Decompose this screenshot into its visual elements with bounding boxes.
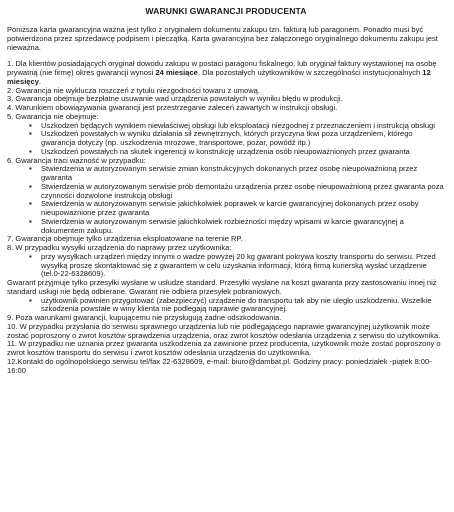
clause-11: 11. W przypadku nie uznania przez gwaranta uszkodzenia za zawinione przez producenta, użytkownik może zostać poproszony o zwrot kosztów transportu do serwisu i zwrot kosztów odesłania urządzenia do użytkownika. <box>7 339 441 357</box>
clause-3: 3. Gwarancja obejmuje bezpłatne usuwanie wad urządzenia powstałych w wyniku błędu w produkcji. <box>7 94 343 104</box>
warranty-period-private: 24 miesiące <box>155 68 198 77</box>
clause-8-standard-shipping: Gwarant przyjmuje tylko przesyłki wysłane w usłudze standard. Przesyłki wysłane na koszt gwaranta przy zastosowaniu innej niż standard usługi nie będą odbierane. Gwarant nie odbiera przesyłek pobraniowych. <box>7 278 437 296</box>
clause-8-heading: 8. W przypadku wysyłki urządzenia do naprawy przez użytkownika: <box>7 243 232 252</box>
list-item: ▪ Stwierdzenia w autoryzowanym serwisie prób demontażu urządzenia przez osobę nieupoważnioną przez gwaranta poza czynności dozwolone instrukcją obsługi <box>29 183 445 201</box>
clause-6-list <box>7 165 445 235</box>
list-item: ▪ Stwierdzenia w autoryzowanym serwisie jakichkolwiek poprawek w karcie gwarancyjnej dokonanych przez osoby nieupoważnione przez gwaranta <box>29 200 445 218</box>
list-item: ▪ użytkownik powinien przygotować (zabezpieczyć) urządzenie do transportu tak aby nie uległo uszkodzeniu. Wszelkie szkodzenia powstałe w winy klienta nie podlegają naprawie gwarancyjnej. <box>29 297 445 315</box>
clause-2: 2. Gwarancja nie wyklucza roszczeń z tytułu niezgodności towaru z umową. <box>7 85 260 95</box>
list-item: ▪ przy wysyłkach urządzeń między innymi o wadze powyżej 20 kg gwarant pokrywa koszty transportu do serwisu. Przed wysyłką proszę skontaktować się z gwarantem w celu uzyskania informacji, którą firmą kurierską wysłać urządzenie (tel.0-22-6328609). <box>29 253 445 279</box>
clause-10: 10. W przypadku przysłania do serwisu sprawnego urządzenia lub nie podlegającego naprawie gwarancyjnej użytkownik może zostać poproszony o zwrot kosztów sprawdzenia urządzenia, oraz zwrot kosztów odesłania urządzenia z serwisu do użytkownika. <box>7 321 441 340</box>
clause-7: 7. Gwarancja obejmuje tylko urządzenia eksploatowane na terenie RP. <box>7 234 243 244</box>
list-item: ▪ Stwierdzenia w autoryzowanym serwisie zmian konstrukcyjnych dokonanych przez osobę nieupoważnioną przez gwaranta <box>29 165 445 183</box>
list-item: ▪ Uszkodzeń powstałych w wyniku działania sił zewnętrznych, których przyczyna tkwi poza urządzeniem, którego gwarancja dotyczy (np. uszkodzenia mrozowe, transportowe, pożar, powódź itp.) <box>29 130 445 148</box>
list-item: ▪ Uszkodzeń będących wynikiem niewłaściwej obsługi lub eksploatacji niezgodnej z przeznaczeniem i instrukcją obsługi <box>29 122 445 131</box>
intro-paragraph: Poniższa karta gwarancyjna ważna jest tylko z oryginałem dokumentu zakupu tzn. fakturą lub paragonem. Ponadto musi być potwierdzona przez sprzedawcę podpisem i pieczątką. Karta gwarancyjna bez załączonego oryginalnego dokumentu zakupu jest nieważna. <box>7 25 438 52</box>
document-title: WARUNKI GWARANCJI PRODUCENTA <box>145 6 307 16</box>
clause-5-heading: 5. Gwarancja nie obejmuje: <box>7 111 99 121</box>
clause-4: 4. Warunkiem obowiązywania gwarancji jest przestrzeganie zaleceń zawartych w instrukcji obsługi. <box>7 103 338 112</box>
clause-8-list-b <box>7 297 445 315</box>
list-item: ▪ Uszkodzeń powstałych na skutek ingerencji w konstrukcję urządzenia osób nieupoważnionych przez gwaranta <box>29 148 445 157</box>
clause-9: 9. Poza warunkami gwarancji, kupującemu nie przysługują żadne odszkodowania. <box>7 313 282 322</box>
clause-12-contact: 12.Kontakt do ogólnopolskiego serwisu tel/fax 22-6328609, e-mail: biuro@dambat.pl. Godziny pracy: poniedziałek -piątek 8:00-16:00 <box>7 356 432 375</box>
clause-8-list-a <box>7 253 445 279</box>
clause-6-heading: 6. Gwarancja traci ważność w przypadku: <box>7 155 146 165</box>
list-item: ▪ Stwierdzenia w autoryzowanym serwisie jakichkolwiek rozbieżności między wpisami w karcie gwarancyjnej a dokumentem zakupu. <box>29 218 445 236</box>
clause-5-list <box>7 122 445 157</box>
clause-1: 1. Dla klientów posiadających oryginał dowodu zakupu w postaci paragonu fiskalnego, lub oryginał faktury wystawionej na osobę prywatną (nie firmę) okres gwarancji wynosi 24 miesiące. Dla pozostałych użytkowników w szczególności instytucjonalnych 12 miesięcy. <box>7 59 437 86</box>
warranty-period-institutional: 12 miesięcy <box>7 68 431 86</box>
